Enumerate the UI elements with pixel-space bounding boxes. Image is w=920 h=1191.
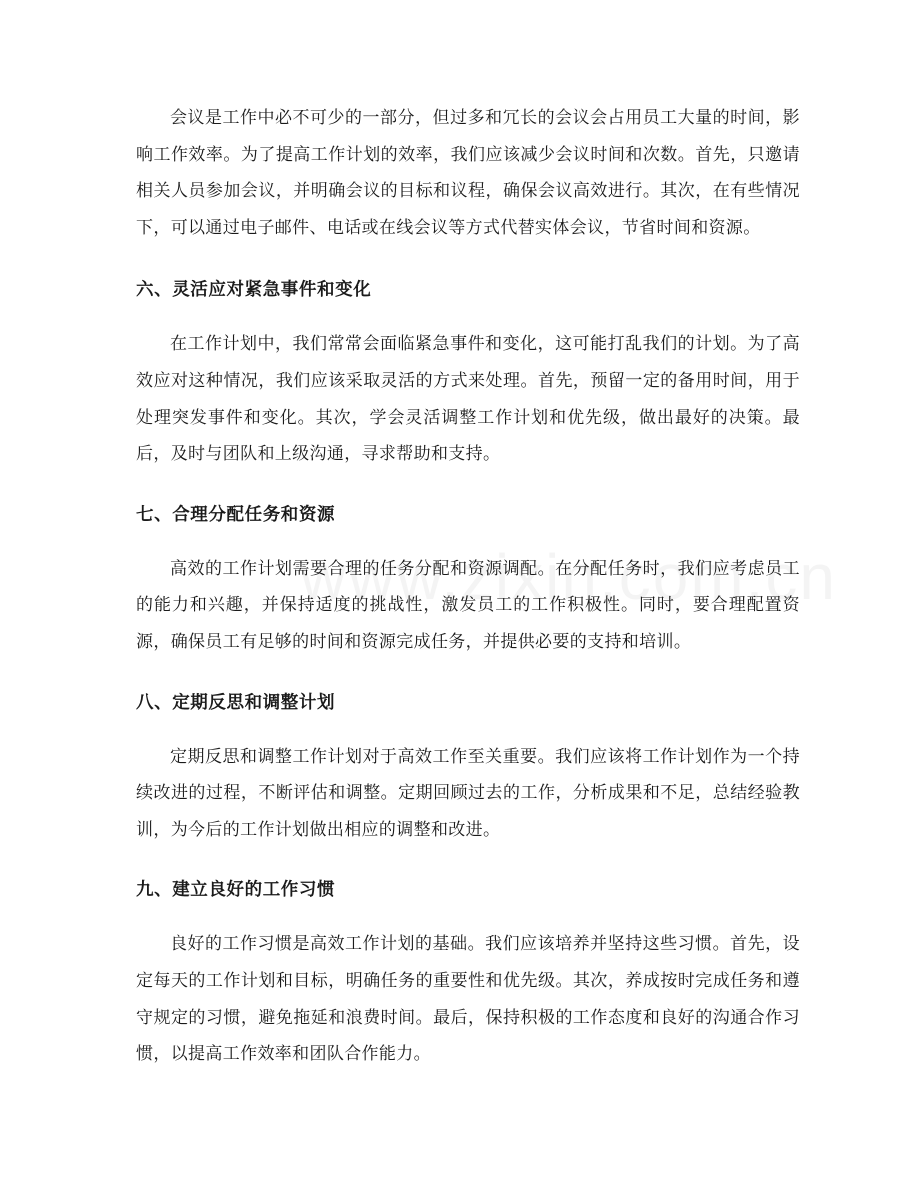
heading-section-9: 九、建立良好的工作习惯 <box>136 880 336 901</box>
heading-section-6: 六、灵活应对紧急事件和变化 <box>136 280 372 301</box>
heading-section-8: 八、定期反思和调整计划 <box>136 692 336 713</box>
paragraph-meetings: 会议是工作中必不可少的一部分，但过多和冗长的会议会占用员工大量的时间，影响工作效率。为了提高工作计划的效率，我们应该减少会议时间和次数。首先，只邀请相关人员参加会议，并明确会议的目标和议程，确保会议高效进行。其次，在有些情况下，可以通过电子邮件、电话或在线会议等方式代替实体会议，节省时间和资源。 <box>136 108 800 238</box>
document-page <box>136 100 800 1073</box>
paragraph-section-8: 定期反思和调整工作计划对于高效工作至关重要。我们应该将工作计划作为一个持续改进的过程，不断评估和调整。定期回顾过去的工作，分析成果和不足，总结经验教训，为今后的工作计划做出相应的调整和改进。 <box>136 746 800 840</box>
paragraph-section-7: 高效的工作计划需要合理的任务分配和资源调配。在分配任务时，我们应考虑员工的能力和兴趣，并保持适度的挑战性，激发员工的工作积极性。同时，要合理配置资源，确保员工有足够的时间和资源完成任务，并提供必要的支持和培训。 <box>136 558 800 652</box>
paragraph-section-9: 良好的工作习惯是高效工作计划的基础。我们应该培养并坚持这些习惯。首先，设定每天的工作计划和目标，明确任务的重要性和优先级。其次，养成按时完成任务和遵守规定的习惯，避免拖延和浪费时间。最后，保持积极的工作态度和良好的沟通合作习惯，以提高工作效率和团队合作能力。 <box>136 934 800 1065</box>
paragraph-section-6: 在工作计划中，我们常常会面临紧急事件和变化，这可能打乱我们的计划。为了高效应对这种情况，我们应该采取灵活的方式来处理。首先，预留一定的备用时间，用于处理突发事件和变化。其次，学会灵活调整工作计划和优先级，做出最好的决策。最后，及时与团队和上级沟通，寻求帮助和支持。 <box>136 334 800 465</box>
heading-section-7: 七、合理分配任务和资源 <box>136 504 336 525</box>
